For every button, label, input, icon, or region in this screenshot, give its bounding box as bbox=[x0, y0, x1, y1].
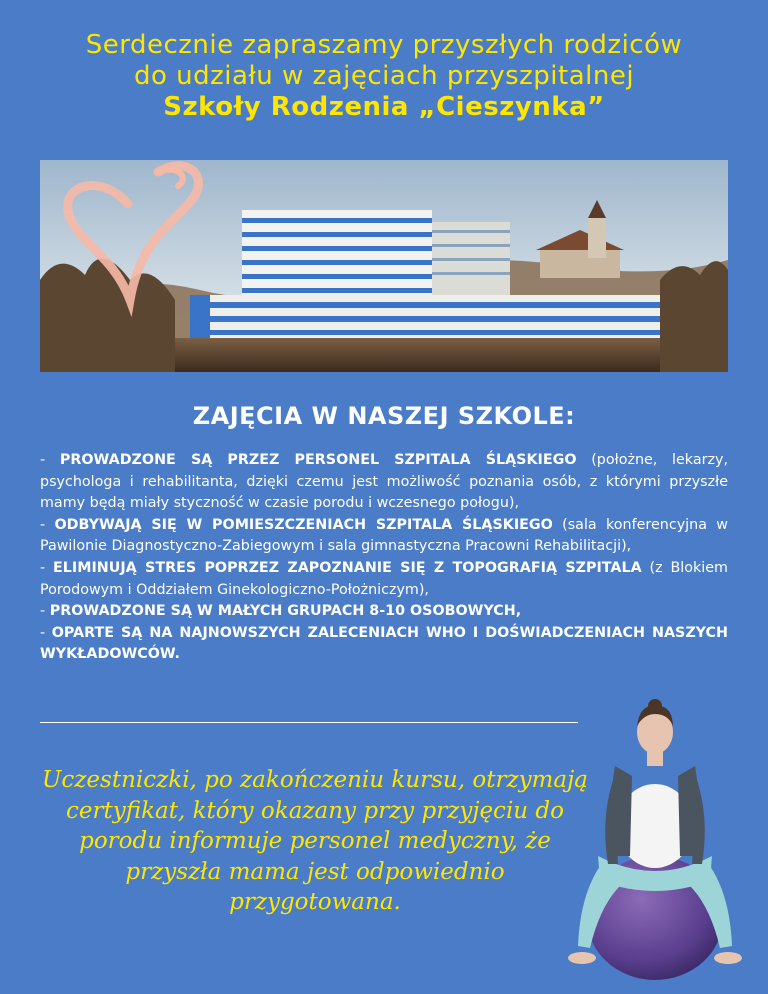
bullet-dash: - bbox=[40, 559, 54, 576]
hospital-long-wing bbox=[190, 295, 710, 340]
pregnant-woman-on-ball-photo bbox=[560, 696, 750, 986]
certificate-note: Uczestniczki, po zakończeniu kursu, otrzymają certyfikat, który okazany przy przyjęciu do porodu informuje personel medyczny, że przyszła mama jest odpowiednio przygotowana. bbox=[42, 767, 588, 915]
bullet-detail: (położne, lekarzy, psychologa i rehabilitanta, dzięki czemu jest możliwość poznania osób, z którymi przyszłe mamy będą miały styczność w czasie porodu i wczesnego połogu), bbox=[40, 452, 728, 512]
header-line-1: Serdecznie zapraszamy przyszłych rodziców bbox=[85, 30, 683, 60]
bullet-detail: (z Blokiem Porodowym i Oddziałem Ginekologiczno-Położniczym), bbox=[40, 559, 728, 598]
bullet-dash: - bbox=[40, 603, 50, 620]
header-line-3: Szkoły Rodzenia „Cieszynka” bbox=[163, 92, 605, 122]
bullet-item bbox=[40, 450, 728, 515]
section-title: ZAJĘCIA W NASZEJ SZKOLE: bbox=[192, 402, 576, 430]
hospital-photo bbox=[40, 160, 728, 372]
bullet-heading: ODBYWAJĄ SIĘ W POMIESZCZENIACH SZPITALA ŚLĄSKIEGO bbox=[54, 516, 553, 533]
bullet-heading: PROWADZONE SĄ W MAŁYCH GRUPACH 8-10 OSOBOWYCH, bbox=[49, 603, 522, 620]
bullet-heading: ELIMINUJĄ STRES POPRZEZ ZAPOZNANIE SIĘ Z TOPOGRAFIĄ SZPITALA bbox=[53, 559, 642, 576]
bullet-item bbox=[40, 601, 728, 623]
bullet-dash: - bbox=[40, 452, 60, 468]
header-title bbox=[0, 30, 768, 123]
bullet-dash: - bbox=[40, 516, 55, 533]
divider-line bbox=[40, 722, 578, 723]
header-line-2: do udziału w zajęciach przyszpitalnej bbox=[133, 61, 635, 91]
hospital-main-block bbox=[242, 210, 510, 300]
bullet-item bbox=[40, 515, 728, 558]
bullet-item bbox=[40, 558, 728, 601]
bullet-heading: OPARTE SĄ NA NAJNOWSZYCH ZALECENIACH WHO I DOŚWIADCZENIACH NASZYCH WYKŁADOWCÓW. bbox=[40, 624, 728, 663]
bullet-list bbox=[40, 450, 728, 666]
bullet-heading: PROWADZONE SĄ PRZEZ PERSONEL SZPITALA ŚLĄSKIEGO bbox=[59, 452, 577, 468]
bullet-dash: - bbox=[40, 624, 52, 641]
bullet-item bbox=[40, 623, 728, 666]
bullet-detail: (sala konferencyjna w Pawilonie Diagnostyczno-Zabiegowym i sala gimnastyczna Pracowni Rehabilitacji), bbox=[40, 516, 728, 555]
